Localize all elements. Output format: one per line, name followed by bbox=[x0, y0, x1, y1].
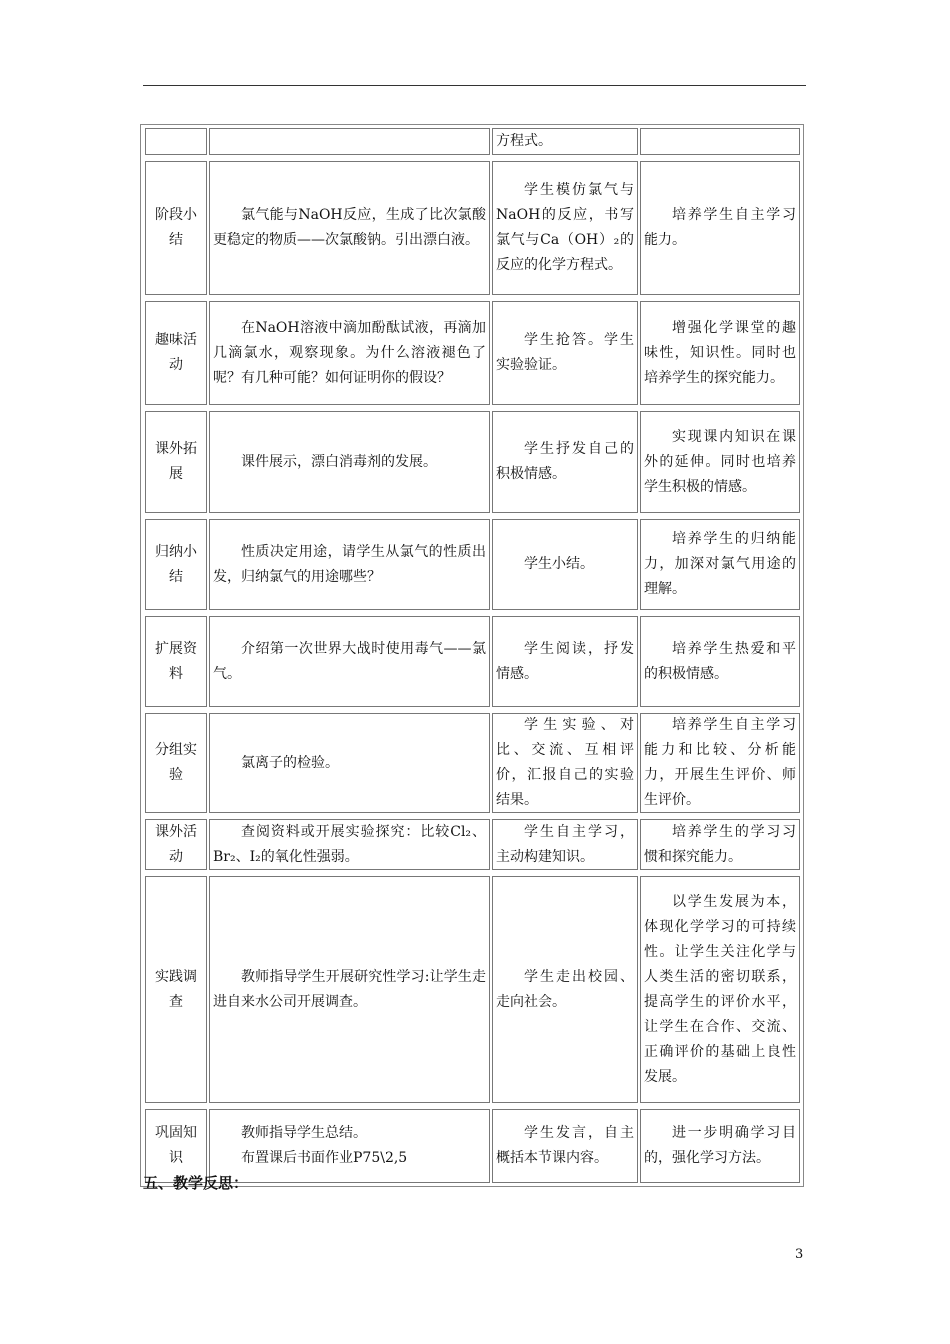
teacher-activity-text: 氯气能与NaOH反应，生成了比次氯酸更稳定的物质——次氯酸钠。引出漂白液。 bbox=[213, 207, 486, 248]
student-activity-text: 学生模仿氯气与NaOH的反应，书写氯气与Ca（OH）₂的反应的化学方程式。 bbox=[496, 182, 634, 273]
table-row bbox=[141, 710, 803, 816]
table-row bbox=[141, 125, 803, 158]
stage-cell: 阶段小结 bbox=[145, 161, 207, 295]
teacher-activity-text: 查阅资料或开展实验探究：比较Cl₂、Br₂、I₂的氧化性强弱。 bbox=[213, 823, 486, 865]
teacher-activity-text: 课件展示，漂白消毒剂的发展。 bbox=[241, 453, 437, 470]
student-activity-text: 学生阅读，抒发情感。 bbox=[496, 640, 634, 682]
design-intent-text: 进一步明确学习目的，强化学习方法。 bbox=[644, 1125, 796, 1166]
design-intent-cell bbox=[640, 128, 800, 155]
student-activity-text: 学生走出校园、走向社会。 bbox=[496, 968, 634, 1010]
teacher-activity-text: 介绍第一次世界大战时使用毒气——氯气。 bbox=[213, 640, 486, 682]
student-activity-cell bbox=[492, 616, 638, 707]
design-intent-cell bbox=[640, 301, 800, 405]
teacher-activity-cell bbox=[209, 819, 490, 870]
design-intent-text: 以学生发展为本，体现化学学习的可持续性。让学生关注化学与人类生活的密切联系，提高学生的评价水平，让学生在合作、交流、正确评价的基础上良性发展。 bbox=[644, 893, 796, 1085]
teacher-activity-cell bbox=[209, 301, 490, 405]
teacher-activity-text: 在NaOH溶液中滴加酚酞试液，再滴加几滴氯水，观察现象。为什么溶液褪色了呢？有几种可能？如何证明你的假设？ bbox=[213, 319, 486, 386]
teacher-activity-cell bbox=[209, 128, 490, 155]
student-activity-text: 学生抢答。学生实验验证。 bbox=[496, 332, 634, 373]
design-intent-cell bbox=[640, 519, 800, 610]
teacher-activity-cell bbox=[209, 876, 490, 1103]
design-intent-text: 培养学生自主学习能力和比较、分析能力，开展生生评价、师生评价。 bbox=[644, 717, 796, 808]
design-intent-cell bbox=[640, 819, 800, 870]
student-activity-cell bbox=[492, 411, 638, 513]
table-row bbox=[141, 408, 803, 516]
teacher-activity-line: 布置课后书面作业P75\2,5 bbox=[241, 1150, 408, 1166]
teacher-activity-text: 教师指导学生开展研究性学习:让学生走进自来水公司开展调查。 bbox=[213, 968, 486, 1010]
lesson-plan-table bbox=[140, 124, 804, 1187]
student-activity-cell bbox=[492, 819, 638, 870]
stage-cell: 分组实验 bbox=[145, 713, 207, 813]
student-activity-cell: 方程式。 bbox=[492, 128, 638, 155]
student-activity-cell bbox=[492, 713, 638, 813]
teacher-activity-cell bbox=[209, 519, 490, 610]
stage-cell: 扩展资料 bbox=[145, 616, 207, 707]
design-intent-cell bbox=[640, 161, 800, 295]
header-rule bbox=[143, 85, 806, 86]
design-intent-text: 培养学生的归纳能力，加深对氯气用途的理解。 bbox=[644, 531, 796, 597]
table-row bbox=[141, 158, 803, 298]
stage-cell: 实践调查 bbox=[145, 876, 207, 1103]
stage-cell: 课外拓展 bbox=[145, 411, 207, 513]
table-row bbox=[141, 298, 803, 408]
student-activity-cell bbox=[492, 161, 638, 295]
design-intent-cell bbox=[640, 616, 800, 707]
teacher-activity-cell bbox=[209, 1109, 490, 1183]
student-activity-text: 学生实验、对比、交流、互相评价，汇报自己的实验结果。 bbox=[496, 717, 634, 808]
student-activity-cell bbox=[492, 301, 638, 405]
section-title: 五、教学反思： bbox=[143, 1174, 249, 1192]
student-activity-cell bbox=[492, 1109, 638, 1183]
design-intent-text: 培养学生的学习习惯和探究能力。 bbox=[644, 823, 796, 865]
student-activity-text: 学生小结。 bbox=[524, 556, 594, 572]
teacher-activity-cell bbox=[209, 713, 490, 813]
design-intent-cell bbox=[640, 876, 800, 1103]
page-number: 3 bbox=[795, 1247, 804, 1262]
design-intent-cell bbox=[640, 1109, 800, 1183]
stage-cell: 归纳小结 bbox=[145, 519, 207, 610]
teacher-activity-cell bbox=[209, 616, 490, 707]
teacher-activity-cell bbox=[209, 411, 490, 513]
design-intent-text: 实现课内知识在课外的延伸。同时也培养学生积极的情感。 bbox=[644, 428, 796, 495]
student-activity-text: 学生自主学习，主动构建知识。 bbox=[496, 823, 634, 865]
stage-cell bbox=[145, 128, 207, 155]
teacher-activity-cell bbox=[209, 161, 490, 295]
teacher-activity-text: 性质决定用途，请学生从氯气的性质出发，归纳氯气的用途哪些？ bbox=[213, 543, 486, 585]
table-row bbox=[141, 873, 803, 1106]
student-activity-cell bbox=[492, 876, 638, 1103]
design-intent-text: 增强化学课堂的趣味性，知识性。同时也培养学生的探究能力。 bbox=[644, 319, 796, 386]
student-activity-text: 学生抒发自己的积极情感。 bbox=[496, 441, 634, 482]
student-activity-cell bbox=[492, 519, 638, 610]
design-intent-cell bbox=[640, 713, 800, 813]
design-intent-text: 培养学生自主学习能力。 bbox=[644, 207, 796, 248]
table-row bbox=[141, 816, 803, 873]
teacher-activity-text: 氯离子的检验。 bbox=[241, 754, 339, 771]
stage-cell: 巩固知识 bbox=[145, 1109, 207, 1183]
student-activity-text: 学生发言，自主概括本节课内容。 bbox=[496, 1125, 634, 1166]
design-intent-text: 培养学生热爱和平的积极情感。 bbox=[644, 640, 796, 682]
teacher-activity-line: 教师指导学生总结。 bbox=[241, 1125, 367, 1141]
stage-cell: 课外活动 bbox=[145, 819, 207, 870]
table-row bbox=[141, 516, 803, 613]
stage-cell: 趣味活动 bbox=[145, 301, 207, 405]
design-intent-cell bbox=[640, 411, 800, 513]
table-row bbox=[141, 613, 803, 710]
